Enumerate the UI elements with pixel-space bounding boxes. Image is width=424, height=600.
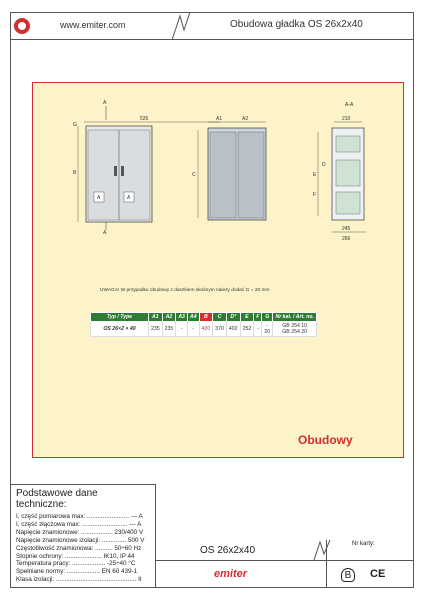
side-view-drawing: [192, 116, 266, 220]
header-e: E: [240, 313, 254, 322]
cell-type: OS 26×2 × 40: [91, 322, 149, 337]
category-label: Obudowy: [298, 433, 353, 447]
table-row: [91, 322, 317, 337]
tech-row: Spełniane normy: ................... EN 60 439-1: [16, 568, 138, 576]
cell-a3: -: [176, 322, 188, 337]
section-f-label: F: [313, 192, 317, 198]
header-b: B: [199, 313, 213, 322]
table-header-row: [91, 313, 317, 322]
front-section-bottom-label: A: [103, 230, 107, 236]
header-type: Typ / Type: [91, 313, 149, 322]
tech-row: Napięcie znamionowe izolacji: .............. 500 V: [16, 536, 145, 544]
red-border-right: [403, 82, 404, 458]
footer-divider: [156, 560, 414, 561]
side-c-label: C: [192, 172, 196, 178]
header-a2: A2: [162, 313, 176, 322]
cell-g-bottom: 20: [264, 329, 271, 335]
footer-zigzag-icon: [312, 540, 332, 560]
card-number-label: Nr karty:: [352, 541, 375, 547]
header-a1: A1: [149, 313, 163, 322]
tech-row: Temperatura pracy: ................... -25÷40 °C: [16, 560, 136, 568]
tech-row: I, część złączowa max: .......................... --- A: [16, 520, 142, 528]
cell-c: 370: [213, 322, 227, 337]
cell-art: [273, 322, 317, 337]
section-view-drawing: [313, 102, 366, 242]
header-g: G: [262, 313, 273, 322]
section-266-label: 266: [342, 236, 351, 242]
tech-row: I, część pomiarowa max: ........................ --- A: [16, 513, 143, 520]
certification-b-icon: B: [341, 568, 355, 582]
tech-row: Stopnie ochrony: ..................... IK10, IP 44: [16, 552, 135, 560]
cell-f: -: [254, 322, 262, 337]
header-zigzag-icon: [168, 12, 198, 40]
front-g-label: G: [73, 122, 77, 128]
tech-row: Klasa izolacji: .............................................. II: [16, 576, 142, 584]
tech-title: Podstawowe dane techniczne:: [16, 488, 98, 510]
brand-logo: emiter: [214, 568, 248, 580]
cell-g-top: -: [266, 323, 269, 329]
cell-a2: 235: [162, 322, 176, 337]
door-label-left: A: [97, 195, 101, 201]
cell-e: 252: [240, 322, 254, 337]
header-a4: A4: [187, 313, 199, 322]
front-b-label: B: [73, 170, 77, 176]
tech-row: Częstotliwość znamionowa: .......... 50÷60 Hz: [16, 544, 142, 552]
cell-g: [262, 322, 273, 337]
footer-model: OS 26x2x40: [200, 545, 256, 556]
technical-drawings: [70, 96, 400, 246]
cell-b: 420: [199, 322, 213, 337]
header-d: D*: [226, 313, 240, 322]
tech-row: Napięcie znamionowe: .................. 230/400 V: [16, 528, 144, 536]
cell-art-bottom: GB 254 20: [282, 329, 308, 335]
section-d-label: D: [322, 162, 326, 168]
front-width-label: 526: [140, 116, 149, 122]
header-f: F: [254, 313, 262, 322]
website-url[interactable]: www.emiter.com: [60, 20, 126, 30]
cell-d: 402: [226, 322, 240, 337]
header-a3: A3: [176, 313, 188, 322]
red-border-top: [32, 82, 404, 83]
header-c: C: [213, 313, 227, 322]
cell-a4: -: [187, 322, 199, 337]
section-245-label: 245: [342, 226, 351, 232]
section-label: A-A: [345, 102, 354, 108]
side-a1-label: A1: [216, 116, 223, 122]
tech-data-box: [10, 484, 156, 588]
spec-table: [90, 312, 317, 337]
ce-mark-icon: CE: [370, 568, 386, 580]
section-210-label: 210: [342, 116, 351, 122]
front-section-top-label: A: [103, 100, 107, 106]
cell-art-top: GB 254 10: [282, 323, 308, 329]
page-title: Obudowa gładka OS 26x2x40: [230, 19, 363, 30]
door-label-right: A: [127, 195, 131, 201]
cell-a1: 235: [149, 322, 163, 337]
red-border-left: [32, 82, 33, 458]
red-border-bottom: [32, 457, 404, 458]
section-e-label: E: [313, 172, 317, 178]
note-text: UWAGA! W przypadku obudowy z daszkiem skośnym należy dodać G = 20 mm: [100, 288, 270, 293]
side-a2-label: A2: [242, 116, 249, 122]
header-art: Nr kat. / Art. no.: [273, 313, 317, 322]
